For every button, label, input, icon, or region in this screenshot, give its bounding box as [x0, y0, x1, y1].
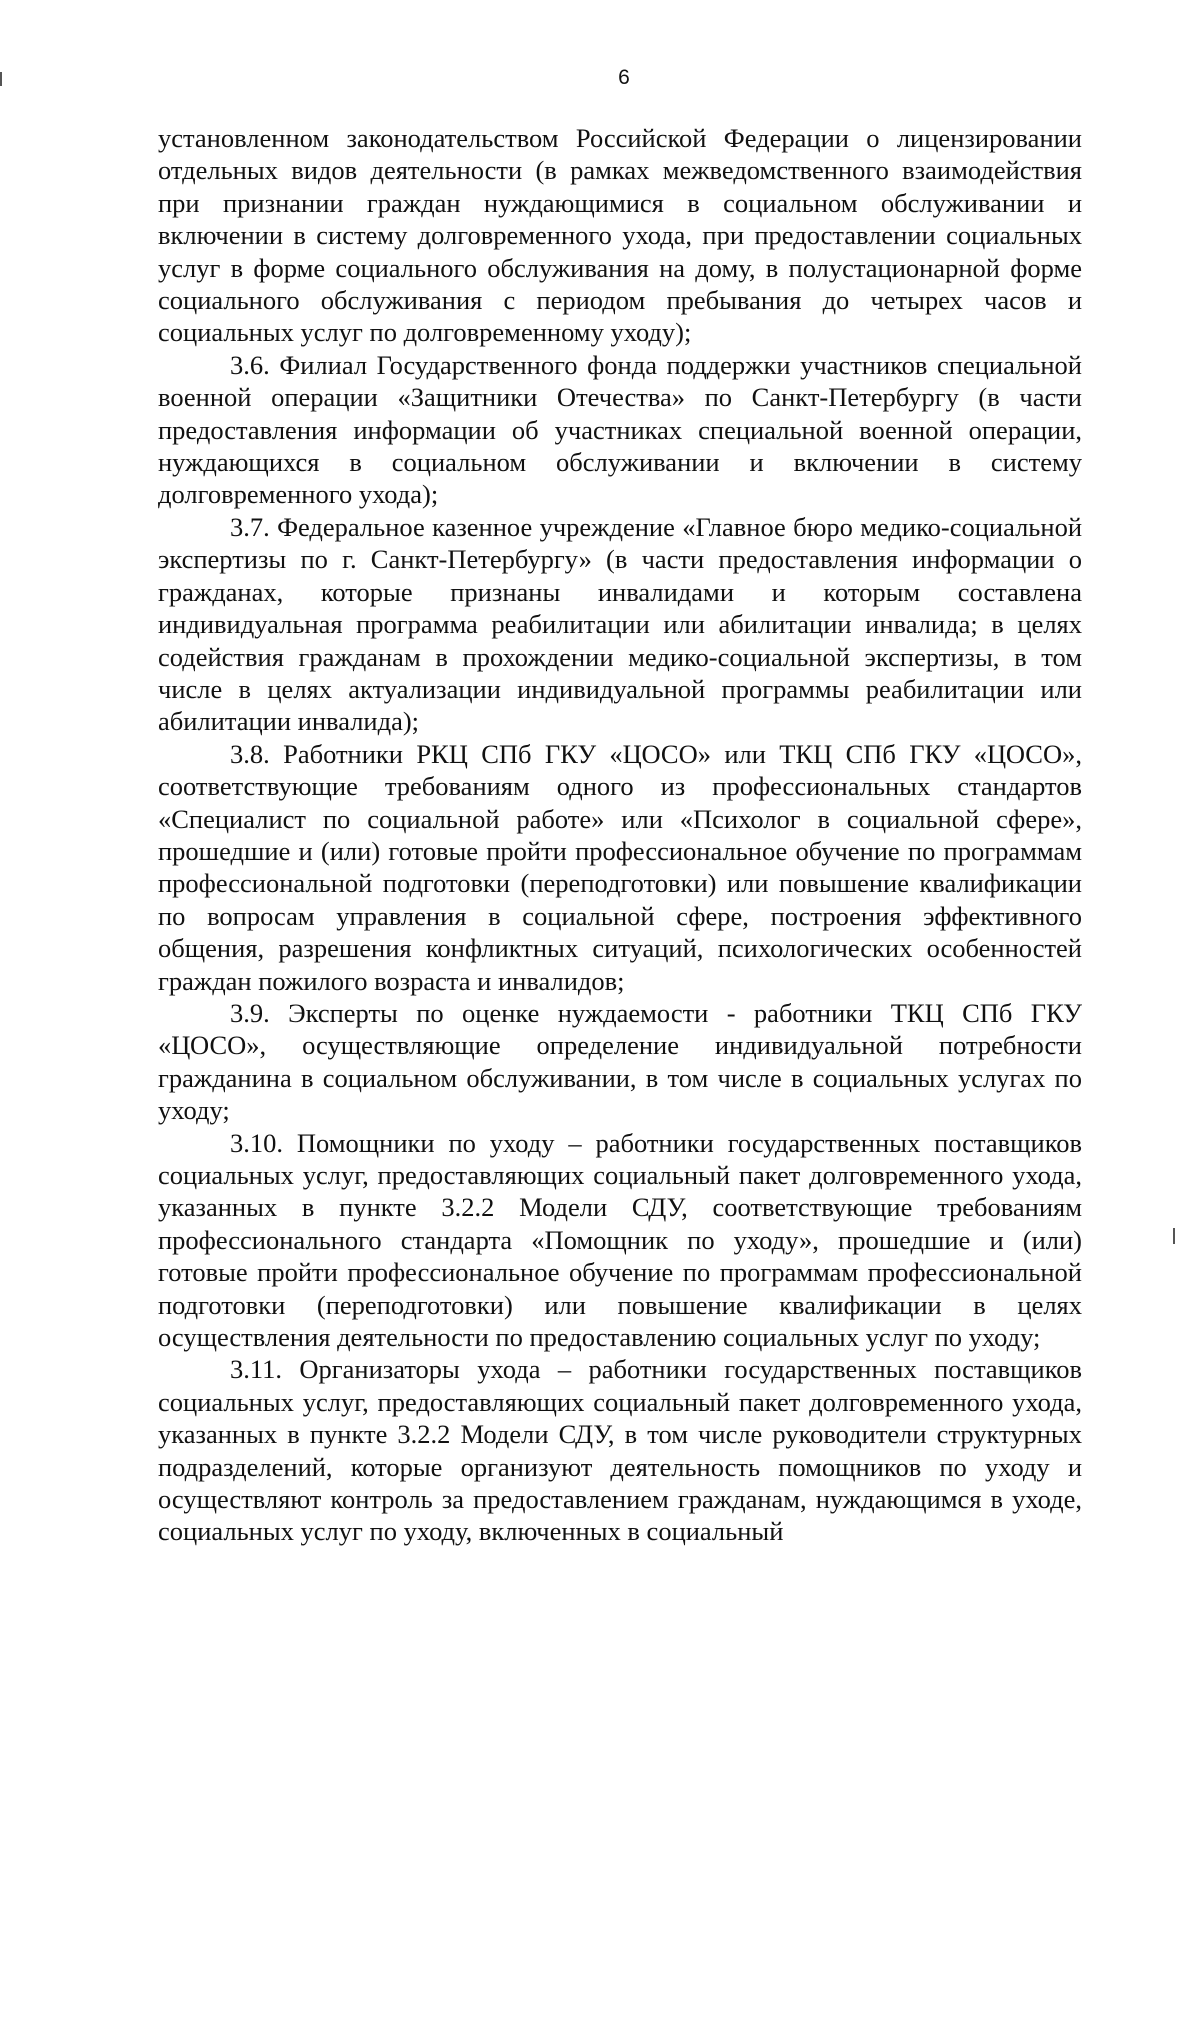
paragraph-3-11: 3.11. Организаторы ухода – работники государственных поставщиков социальных услуг, предоставляющих социальный пакет долговременного ухода, указанных в пункте 3.2.2 Модели СДУ, в том числе руководители структурных подразделений, которые организуют деятельность помощников по уходу и осуществляют контроль за предоставлением гражданам, нуждающимся в уходе, социальных услуг по уходу, включенных в социальный: [158, 1354, 1082, 1547]
paragraph-3-6: 3.6. Филиал Государственного фонда поддержки участников специальной военной операции «Защитники Отечества» по Санкт-Петербургу (в части предоставления информации об участниках специальной военной операции, нуждающихся в социальном обслуживании и включении в систему долговременного ухода);: [158, 349, 1082, 510]
page-number: 6: [618, 66, 630, 89]
scan-edge-mark: [1173, 1228, 1175, 1244]
paragraph-3-9: 3.9. Эксперты по оценке нуждаемости - работники ТКЦ СПб ГКУ «ЦОСО», осуществляющие определение индивидуальной потребности гражданина в социальном обслуживании, в том числе в социальных услугах по уходу;: [158, 997, 1082, 1126]
paragraph-3-7: 3.7. Федеральное казенное учреждение «Главное бюро медико-социальной экспертизы по г. Санкт-Петербургу» (в части предоставления информации о гражданах, которые признаны инвалидами и которым составлена индивидуальная программа реабилитации или абилитации инвалида; в целях содействия гражданам в прохождении медико-социальной экспертизы, в том числе в целях актуализации индивидуальной программы реабилитации или абилитации инвалида);: [158, 511, 1082, 737]
paragraph-3-10: 3.10. Помощники по уходу – работники государственных поставщиков социальных услуг, предоставляющих социальный пакет долговременного ухода, указанных в пункте 3.2.2 Модели СДУ, соответствующие требованиям профессионального стандарта «Помощник по уходу», прошедшие и (или) готовые пройти профессиональное обучение по программам профессиональной подготовки (переподготовки) или повышение квалификации в целях осуществления деятельности по предоставлению социальных услуг по уходу;: [158, 1127, 1082, 1353]
document-body: [158, 122, 1082, 1548]
paragraph-continuation: установленном законодательством Российской Федерации о лицензировании отдельных видов деятельности (в рамках межведомственного взаимодействия при признании граждан нуждающимися в социальном обслуживании и включении в систему долговременного ухода, при предоставлении социальных услуг в форме социального обслуживания на дому, в полустационарной форме социального обслуживания с периодом пребывания до четырех часов и социальных услуг по долговременному уходу);: [158, 123, 1082, 348]
paragraph-3-8: 3.8. Работники РКЦ СПб ГКУ «ЦОСО» или ТКЦ СПб ГКУ «ЦОСО», соответствующие требованиям одного из профессиональных стандартов «Специалист по социальной работе» или «Психолог в социальной сфере», прошедшие и (или) готовые пройти профессиональное обучение по программам профессиональной подготовки (переподготовки) или повышение квалификации по вопросам управления в социальной сфере, построения эффективного общения, разрешения конфликтных ситуаций, психологических особенностей граждан пожилого возраста и инвалидов;: [158, 738, 1082, 996]
